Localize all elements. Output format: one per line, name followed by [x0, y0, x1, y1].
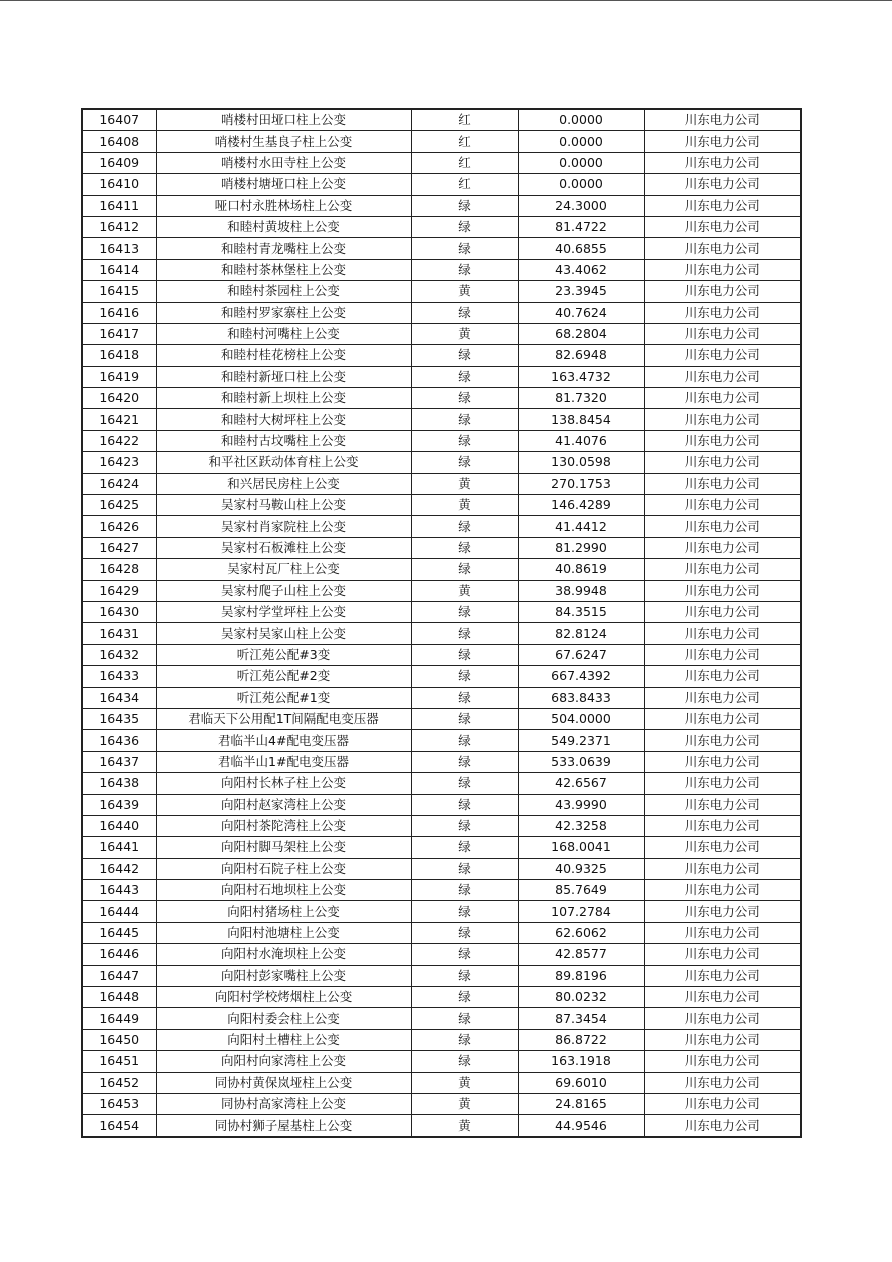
company-cell: 川东电力公司: [644, 345, 801, 366]
table-row: [82, 944, 801, 965]
capacity-value-cell: 0.0000: [518, 152, 644, 173]
company-cell: 川东电力公司: [644, 708, 801, 729]
transformer-name-cell: 君临半山1#配电变压器: [156, 751, 411, 772]
capacity-value-cell: 67.6247: [518, 644, 644, 665]
transformer-name-cell: 听江苑公配#3变: [156, 644, 411, 665]
transformer-name-cell: 哑口村永胜林场柱上公变: [156, 195, 411, 216]
status-color-cell: 黄: [411, 1093, 518, 1114]
capacity-value-cell: 42.8577: [518, 944, 644, 965]
company-cell: 川东电力公司: [644, 495, 801, 516]
company-cell: 川东电力公司: [644, 837, 801, 858]
table-row: [82, 773, 801, 794]
status-color-cell: 黄: [411, 1072, 518, 1093]
transformer-name-cell: 和睦村新上坝柱上公变: [156, 388, 411, 409]
capacity-value-cell: 504.0000: [518, 708, 644, 729]
row-id-cell: 16428: [82, 559, 156, 580]
table-row: [82, 901, 801, 922]
table-row: [82, 430, 801, 451]
capacity-value-cell: 107.2784: [518, 901, 644, 922]
company-cell: 川东电力公司: [644, 452, 801, 473]
company-cell: 川东电力公司: [644, 516, 801, 537]
capacity-value-cell: 40.8619: [518, 559, 644, 580]
status-color-cell: 绿: [411, 687, 518, 708]
company-cell: 川东电力公司: [644, 131, 801, 152]
capacity-value-cell: 23.3945: [518, 281, 644, 302]
capacity-value-cell: 80.0232: [518, 987, 644, 1008]
table-row: [82, 195, 801, 216]
status-color-cell: 黄: [411, 473, 518, 494]
capacity-value-cell: 168.0041: [518, 837, 644, 858]
status-color-cell: 绿: [411, 195, 518, 216]
status-color-cell: 绿: [411, 730, 518, 751]
row-id-cell: 16429: [82, 580, 156, 601]
row-id-cell: 16441: [82, 837, 156, 858]
row-id-cell: 16408: [82, 131, 156, 152]
status-color-cell: 绿: [411, 302, 518, 323]
capacity-value-cell: 138.8454: [518, 409, 644, 430]
status-color-cell: 黄: [411, 1115, 518, 1137]
capacity-value-cell: 40.9325: [518, 858, 644, 879]
company-cell: 川东电力公司: [644, 323, 801, 344]
status-color-cell: 绿: [411, 1008, 518, 1029]
table-row: [82, 109, 801, 131]
table-row: [82, 281, 801, 302]
company-cell: 川东电力公司: [644, 580, 801, 601]
transformer-name-cell: 向阳村猪场柱上公变: [156, 901, 411, 922]
company-cell: 川东电力公司: [644, 1093, 801, 1114]
transformer-name-cell: 向阳村石院子柱上公变: [156, 858, 411, 879]
row-id-cell: 16422: [82, 430, 156, 451]
transformer-name-cell: 听江苑公配#2变: [156, 666, 411, 687]
row-id-cell: 16450: [82, 1029, 156, 1050]
capacity-value-cell: 24.3000: [518, 195, 644, 216]
company-cell: 川东电力公司: [644, 366, 801, 387]
row-id-cell: 16425: [82, 495, 156, 516]
transformer-name-cell: 哨楼村水田寺柱上公变: [156, 152, 411, 173]
transformer-name-cell: 和睦村河嘴柱上公变: [156, 323, 411, 344]
row-id-cell: 16452: [82, 1072, 156, 1093]
transformer-name-cell: 向阳村长林子柱上公变: [156, 773, 411, 794]
transformer-name-cell: 君临天下公用配1T间隔配电变压器: [156, 708, 411, 729]
status-color-cell: 黄: [411, 281, 518, 302]
capacity-value-cell: 82.6948: [518, 345, 644, 366]
company-cell: 川东电力公司: [644, 922, 801, 943]
table-row: [82, 238, 801, 259]
status-color-cell: 绿: [411, 987, 518, 1008]
status-color-cell: 绿: [411, 537, 518, 558]
table-row: [82, 837, 801, 858]
transformer-name-cell: 向阳村学校烤烟柱上公变: [156, 987, 411, 1008]
row-id-cell: 16416: [82, 302, 156, 323]
capacity-value-cell: 89.8196: [518, 965, 644, 986]
status-color-cell: 绿: [411, 366, 518, 387]
status-color-cell: 绿: [411, 858, 518, 879]
table-row: [82, 751, 801, 772]
transformer-name-cell: 和睦村古坟嘴柱上公变: [156, 430, 411, 451]
table-row: [82, 131, 801, 152]
transformer-name-cell: 君临半山4#配电变压器: [156, 730, 411, 751]
company-cell: 川东电力公司: [644, 195, 801, 216]
row-id-cell: 16437: [82, 751, 156, 772]
row-id-cell: 16423: [82, 452, 156, 473]
transformer-name-cell: 和睦村黄坡柱上公变: [156, 216, 411, 237]
capacity-value-cell: 81.2990: [518, 537, 644, 558]
company-cell: 川东电力公司: [644, 815, 801, 836]
capacity-value-cell: 42.6567: [518, 773, 644, 794]
table-row: [82, 537, 801, 558]
status-color-cell: 绿: [411, 559, 518, 580]
status-color-cell: 绿: [411, 901, 518, 922]
row-id-cell: 16431: [82, 623, 156, 644]
row-id-cell: 16411: [82, 195, 156, 216]
status-color-cell: 绿: [411, 409, 518, 430]
table-row: [82, 473, 801, 494]
transformer-name-cell: 吴家村爬子山柱上公变: [156, 580, 411, 601]
transformer-name-cell: 吴家村学堂坪柱上公变: [156, 601, 411, 622]
transformer-name-cell: 同协村黄保岚垭柱上公变: [156, 1072, 411, 1093]
company-cell: 川东电力公司: [644, 965, 801, 986]
company-cell: 川东电力公司: [644, 623, 801, 644]
company-cell: 川东电力公司: [644, 238, 801, 259]
company-cell: 川东电力公司: [644, 152, 801, 173]
table-row: [82, 922, 801, 943]
status-color-cell: 绿: [411, 452, 518, 473]
row-id-cell: 16448: [82, 987, 156, 1008]
status-color-cell: 绿: [411, 944, 518, 965]
capacity-value-cell: 0.0000: [518, 109, 644, 131]
status-color-cell: 绿: [411, 259, 518, 280]
capacity-value-cell: 41.4076: [518, 430, 644, 451]
capacity-value-cell: 86.8722: [518, 1029, 644, 1050]
table-row: [82, 965, 801, 986]
status-color-cell: 绿: [411, 666, 518, 687]
transformer-name-cell: 和睦村茶园柱上公变: [156, 281, 411, 302]
row-id-cell: 16442: [82, 858, 156, 879]
row-id-cell: 16418: [82, 345, 156, 366]
company-cell: 川东电力公司: [644, 751, 801, 772]
table-row: [82, 259, 801, 280]
status-color-cell: 红: [411, 152, 518, 173]
company-cell: 川东电力公司: [644, 687, 801, 708]
row-id-cell: 16417: [82, 323, 156, 344]
table-row: [82, 302, 801, 323]
status-color-cell: 绿: [411, 516, 518, 537]
status-color-cell: 绿: [411, 238, 518, 259]
status-color-cell: 绿: [411, 794, 518, 815]
row-id-cell: 16435: [82, 708, 156, 729]
row-id-cell: 16447: [82, 965, 156, 986]
capacity-value-cell: 163.4732: [518, 366, 644, 387]
transformer-name-cell: 吴家村肖家院柱上公变: [156, 516, 411, 537]
table-row: [82, 1093, 801, 1114]
capacity-value-cell: 163.1918: [518, 1051, 644, 1072]
transformer-name-cell: 向阳村茶陀湾柱上公变: [156, 815, 411, 836]
status-color-cell: 绿: [411, 773, 518, 794]
capacity-value-cell: 38.9948: [518, 580, 644, 601]
transformer-name-cell: 哨楼村生基良子柱上公变: [156, 131, 411, 152]
capacity-value-cell: 43.4062: [518, 259, 644, 280]
transformer-name-cell: 同协村高家湾柱上公变: [156, 1093, 411, 1114]
capacity-value-cell: 87.3454: [518, 1008, 644, 1029]
table-row: [82, 1008, 801, 1029]
status-color-cell: 绿: [411, 965, 518, 986]
table-row: [82, 409, 801, 430]
row-id-cell: 16420: [82, 388, 156, 409]
company-cell: 川东电力公司: [644, 794, 801, 815]
table-row: [82, 708, 801, 729]
table-row: [82, 366, 801, 387]
table-row: [82, 559, 801, 580]
capacity-value-cell: 130.0598: [518, 452, 644, 473]
company-cell: 川东电力公司: [644, 1051, 801, 1072]
table-row: [82, 666, 801, 687]
table-row: [82, 858, 801, 879]
company-cell: 川东电力公司: [644, 109, 801, 131]
row-id-cell: 16433: [82, 666, 156, 687]
company-cell: 川东电力公司: [644, 880, 801, 901]
row-id-cell: 16443: [82, 880, 156, 901]
status-color-cell: 绿: [411, 837, 518, 858]
status-color-cell: 绿: [411, 708, 518, 729]
status-color-cell: 绿: [411, 644, 518, 665]
transformer-name-cell: 和睦村桂花榜柱上公变: [156, 345, 411, 366]
capacity-value-cell: 81.7320: [518, 388, 644, 409]
row-id-cell: 16453: [82, 1093, 156, 1114]
company-cell: 川东电力公司: [644, 259, 801, 280]
capacity-value-cell: 683.8433: [518, 687, 644, 708]
table-row: [82, 580, 801, 601]
row-id-cell: 16413: [82, 238, 156, 259]
row-id-cell: 16444: [82, 901, 156, 922]
company-cell: 川东电力公司: [644, 987, 801, 1008]
capacity-value-cell: 85.7649: [518, 880, 644, 901]
row-id-cell: 16407: [82, 109, 156, 131]
transformer-name-cell: 吴家村石板滩柱上公变: [156, 537, 411, 558]
capacity-value-cell: 81.4722: [518, 216, 644, 237]
transformer-name-cell: 向阳村向家湾柱上公变: [156, 1051, 411, 1072]
capacity-value-cell: 533.0639: [518, 751, 644, 772]
company-cell: 川东电力公司: [644, 1008, 801, 1029]
table-row: [82, 1072, 801, 1093]
capacity-value-cell: 40.6855: [518, 238, 644, 259]
transformer-name-cell: 和睦村青龙嘴柱上公变: [156, 238, 411, 259]
table-row: [82, 815, 801, 836]
company-cell: 川东电力公司: [644, 388, 801, 409]
transformer-name-cell: 向阳村池塘柱上公变: [156, 922, 411, 943]
company-cell: 川东电力公司: [644, 430, 801, 451]
status-color-cell: 黄: [411, 323, 518, 344]
row-id-cell: 16436: [82, 730, 156, 751]
company-cell: 川东电力公司: [644, 1072, 801, 1093]
capacity-value-cell: 0.0000: [518, 131, 644, 152]
transformer-name-cell: 向阳村彭家嘴柱上公变: [156, 965, 411, 986]
transformer-name-cell: 吴家村吴家山柱上公变: [156, 623, 411, 644]
company-cell: 川东电力公司: [644, 773, 801, 794]
transformer-name-cell: 向阳村赵家湾柱上公变: [156, 794, 411, 815]
capacity-value-cell: 40.7624: [518, 302, 644, 323]
transformer-name-cell: 向阳村水淹坝柱上公变: [156, 944, 411, 965]
table-row: [82, 687, 801, 708]
transformer-name-cell: 和睦村罗家寨柱上公变: [156, 302, 411, 323]
table-row: [82, 1115, 801, 1137]
capacity-value-cell: 44.9546: [518, 1115, 644, 1137]
transformer-name-cell: 向阳村石地坝柱上公变: [156, 880, 411, 901]
status-color-cell: 绿: [411, 815, 518, 836]
table-row: [82, 216, 801, 237]
capacity-value-cell: 82.8124: [518, 623, 644, 644]
transformer-name-cell: 吴家村瓦厂柱上公变: [156, 559, 411, 580]
capacity-value-cell: 84.3515: [518, 601, 644, 622]
status-color-cell: 绿: [411, 922, 518, 943]
company-cell: 川东电力公司: [644, 409, 801, 430]
row-id-cell: 16440: [82, 815, 156, 836]
transformer-name-cell: 和睦村茶林堡柱上公变: [156, 259, 411, 280]
row-id-cell: 16438: [82, 773, 156, 794]
transformer-name-cell: 向阳村脚马架柱上公变: [156, 837, 411, 858]
table-row: [82, 730, 801, 751]
capacity-value-cell: 68.2804: [518, 323, 644, 344]
capacity-value-cell: 43.9990: [518, 794, 644, 815]
page-top-border: [0, 0, 892, 1]
status-color-cell: 黄: [411, 580, 518, 601]
table-row: [82, 987, 801, 1008]
status-color-cell: 绿: [411, 345, 518, 366]
table-row: [82, 323, 801, 344]
company-cell: 川东电力公司: [644, 216, 801, 237]
company-cell: 川东电力公司: [644, 174, 801, 195]
row-id-cell: 16454: [82, 1115, 156, 1137]
row-id-cell: 16430: [82, 601, 156, 622]
table-row: [82, 345, 801, 366]
company-cell: 川东电力公司: [644, 644, 801, 665]
table-row: [82, 152, 801, 173]
row-id-cell: 16446: [82, 944, 156, 965]
status-color-cell: 绿: [411, 880, 518, 901]
company-cell: 川东电力公司: [644, 944, 801, 965]
row-id-cell: 16451: [82, 1051, 156, 1072]
table-row: [82, 452, 801, 473]
transformer-name-cell: 和平社区跃动体育柱上公变: [156, 452, 411, 473]
table-row: [82, 1029, 801, 1050]
row-id-cell: 16419: [82, 366, 156, 387]
company-cell: 川东电力公司: [644, 559, 801, 580]
capacity-value-cell: 146.4289: [518, 495, 644, 516]
status-color-cell: 绿: [411, 623, 518, 644]
table-row: [82, 495, 801, 516]
row-id-cell: 16449: [82, 1008, 156, 1029]
status-color-cell: 红: [411, 131, 518, 152]
transformer-name-cell: 吴家村马鞍山柱上公变: [156, 495, 411, 516]
table-row: [82, 1051, 801, 1072]
table-row: [82, 174, 801, 195]
company-cell: 川东电力公司: [644, 281, 801, 302]
capacity-value-cell: 62.6062: [518, 922, 644, 943]
status-color-cell: 绿: [411, 388, 518, 409]
table-row: [82, 623, 801, 644]
company-cell: 川东电力公司: [644, 1029, 801, 1050]
status-color-cell: 绿: [411, 751, 518, 772]
capacity-value-cell: 667.4392: [518, 666, 644, 687]
row-id-cell: 16424: [82, 473, 156, 494]
capacity-value-cell: 0.0000: [518, 174, 644, 195]
row-id-cell: 16414: [82, 259, 156, 280]
transformer-name-cell: 和睦村大树坪柱上公变: [156, 409, 411, 430]
transformer-name-cell: 向阳村委会柱上公变: [156, 1008, 411, 1029]
row-id-cell: 16410: [82, 174, 156, 195]
transformer-name-cell: 同协村狮子屋基柱上公变: [156, 1115, 411, 1137]
capacity-value-cell: 24.8165: [518, 1093, 644, 1114]
table-row: [82, 880, 801, 901]
row-id-cell: 16434: [82, 687, 156, 708]
table-row: [82, 644, 801, 665]
capacity-value-cell: 549.2371: [518, 730, 644, 751]
transformer-name-cell: 听江苑公配#1变: [156, 687, 411, 708]
company-cell: 川东电力公司: [644, 601, 801, 622]
company-cell: 川东电力公司: [644, 537, 801, 558]
row-id-cell: 16445: [82, 922, 156, 943]
row-id-cell: 16412: [82, 216, 156, 237]
table-body: [82, 109, 801, 1137]
row-id-cell: 16426: [82, 516, 156, 537]
capacity-value-cell: 270.1753: [518, 473, 644, 494]
transformer-table: [81, 108, 802, 1138]
row-id-cell: 16439: [82, 794, 156, 815]
capacity-value-cell: 42.3258: [518, 815, 644, 836]
status-color-cell: 黄: [411, 495, 518, 516]
status-color-cell: 绿: [411, 430, 518, 451]
company-cell: 川东电力公司: [644, 901, 801, 922]
status-color-cell: 红: [411, 109, 518, 131]
transformer-name-cell: 和兴居民房柱上公变: [156, 473, 411, 494]
status-color-cell: 绿: [411, 216, 518, 237]
status-color-cell: 绿: [411, 601, 518, 622]
transformer-name-cell: 哨楼村田垭口柱上公变: [156, 109, 411, 131]
transformer-name-cell: 哨楼村塘垭口柱上公变: [156, 174, 411, 195]
capacity-value-cell: 69.6010: [518, 1072, 644, 1093]
row-id-cell: 16432: [82, 644, 156, 665]
table-row: [82, 516, 801, 537]
row-id-cell: 16427: [82, 537, 156, 558]
company-cell: 川东电力公司: [644, 302, 801, 323]
capacity-value-cell: 41.4412: [518, 516, 644, 537]
company-cell: 川东电力公司: [644, 730, 801, 751]
table-row: [82, 601, 801, 622]
transformer-name-cell: 和睦村新垭口柱上公变: [156, 366, 411, 387]
company-cell: 川东电力公司: [644, 858, 801, 879]
company-cell: 川东电力公司: [644, 666, 801, 687]
status-color-cell: 绿: [411, 1029, 518, 1050]
row-id-cell: 16415: [82, 281, 156, 302]
table-row: [82, 388, 801, 409]
transformer-name-cell: 向阳村土槽柱上公变: [156, 1029, 411, 1050]
row-id-cell: 16409: [82, 152, 156, 173]
row-id-cell: 16421: [82, 409, 156, 430]
company-cell: 川东电力公司: [644, 473, 801, 494]
status-color-cell: 红: [411, 174, 518, 195]
company-cell: 川东电力公司: [644, 1115, 801, 1137]
status-color-cell: 绿: [411, 1051, 518, 1072]
table-row: [82, 794, 801, 815]
